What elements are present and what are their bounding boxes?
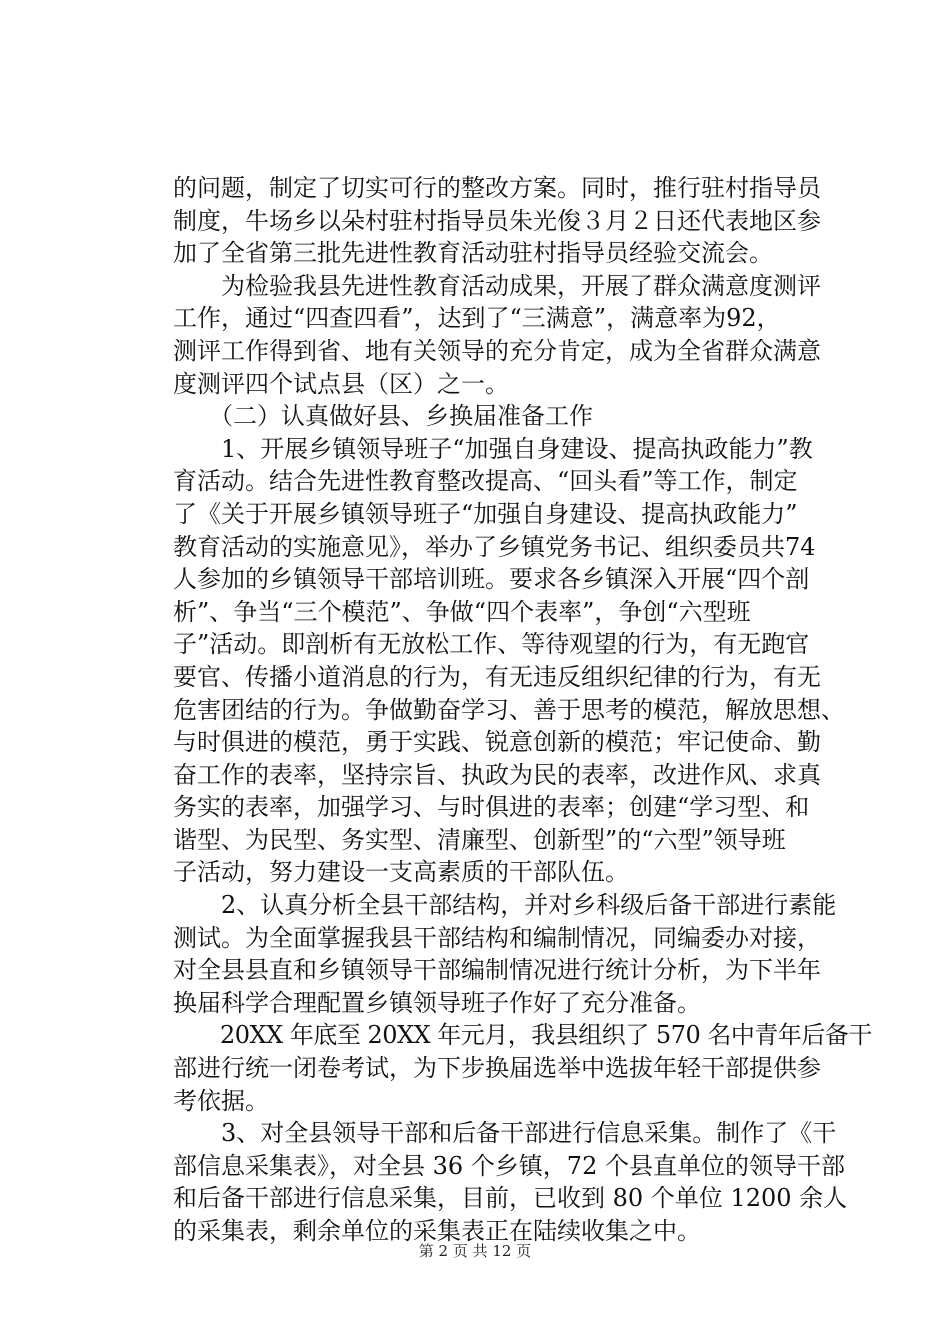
- text-line: 制度，牛场乡以朵村驻村指导员朱光俊３月２日还代表地区参: [173, 206, 821, 235]
- text-line: 与时俱进的模范，勇于实践、锐意创新的模范；牢记使命、勤: [173, 728, 821, 757]
- text-line: 的问题，制定了切实可行的整改方案。同时，推行驻村指导员: [173, 174, 821, 202]
- text-line: 部进行统一闭卷考试，为下步换届选举中选拔年轻干部提供参: [173, 1054, 821, 1083]
- text-line: 要官、传播小道消息的行为，有无违反组织纪律的行为，有无: [173, 662, 821, 691]
- text-line: 部信息采集表》，对全县 36 个乡镇，72 个县直单位的领导干部: [173, 1151, 845, 1180]
- text-line: 工作，通过“四查四看”，达到了“三满意”，满意率为92，: [173, 304, 781, 333]
- text-line: 育活动。结合先进性教育整改提高、“回头看”等工作，制定: [173, 467, 798, 496]
- text-line: 对全县县直和乡镇领导干部编制情况进行统计分析，为下半年: [173, 956, 821, 985]
- text-line: （二）认真做好县、乡换届准备工作: [173, 402, 593, 431]
- text-line: 测试。为全面掌握我县干部结构和编制情况，同编委办对接，: [173, 923, 821, 952]
- text-line: 了《关于开展乡镇领导班子“加强自身建设、提高执政能力”: [173, 499, 798, 528]
- text-line: 1、开展乡镇领导班子“加强自身建设、提高执政能力”教: [173, 434, 813, 463]
- text-line: 的采集表，剩余单位的采集表正在陆续收集之中。: [173, 1217, 701, 1245]
- text-line: 换届科学合理配置乡镇领导班子作好了充分准备。: [173, 988, 701, 1017]
- text-line: 加了全省第三批先进性教育活动驻村指导员经验交流会。: [173, 239, 773, 268]
- text-line: 测评工作得到省、地有关领导的充分肯定，成为全省群众满意: [173, 336, 821, 365]
- text-line: 人参加的乡镇领导干部培训班。要求各乡镇深入开展“四个剖: [173, 565, 810, 594]
- text-line: 为检验我县先进性教育活动成果，开展了群众满意度测评: [173, 271, 821, 300]
- text-line: 子”活动。即剖析有无放松工作、等待观望的行为，有无跑官: [173, 630, 810, 659]
- page-footer: 第 2 页 共 12 页: [418, 1242, 532, 1260]
- text-line: 奋工作的表率，坚持宗旨、执政为民的表率，改进作风、求真: [173, 760, 821, 789]
- text-line: 度测评四个试点县（区）之一。: [173, 369, 509, 398]
- text-line: 和后备干部进行信息采集，目前，已收到 80 个单位 1200 余人: [173, 1184, 848, 1213]
- text-line: 20XX 年底至 20XX 年元月，我县组织了 570 名中青年后备干: [173, 1021, 872, 1050]
- text-line: 3、对全县领导干部和后备干部进行信息采集。制作了《干: [173, 1119, 837, 1148]
- text-line: 子活动，努力建设一支高素质的干部队伍。: [173, 858, 629, 887]
- document-body: [173, 172, 872, 1248]
- text-line: 2、认真分析全县干部结构，并对乡科级后备干部进行素能: [173, 891, 837, 920]
- text-line: 谐型、为民型、务实型、清廉型、创新型”的“六型”领导班: [173, 825, 786, 854]
- text-line: 教育活动的实施意见》，举办了乡镇党务书记、组织委员共74: [173, 532, 816, 561]
- text-line: 务实的表率，加强学习、与时俱进的表率；创建“学习型、和: [173, 793, 810, 822]
- text-line: 危害团结的行为。争做勤奋学习、善于思考的模范，解放思想、: [173, 695, 845, 724]
- text-line: 考依据。: [173, 1086, 269, 1115]
- text-line: 析”、争当“三个模范”、争做“四个表率”，争创“六型班: [173, 597, 751, 626]
